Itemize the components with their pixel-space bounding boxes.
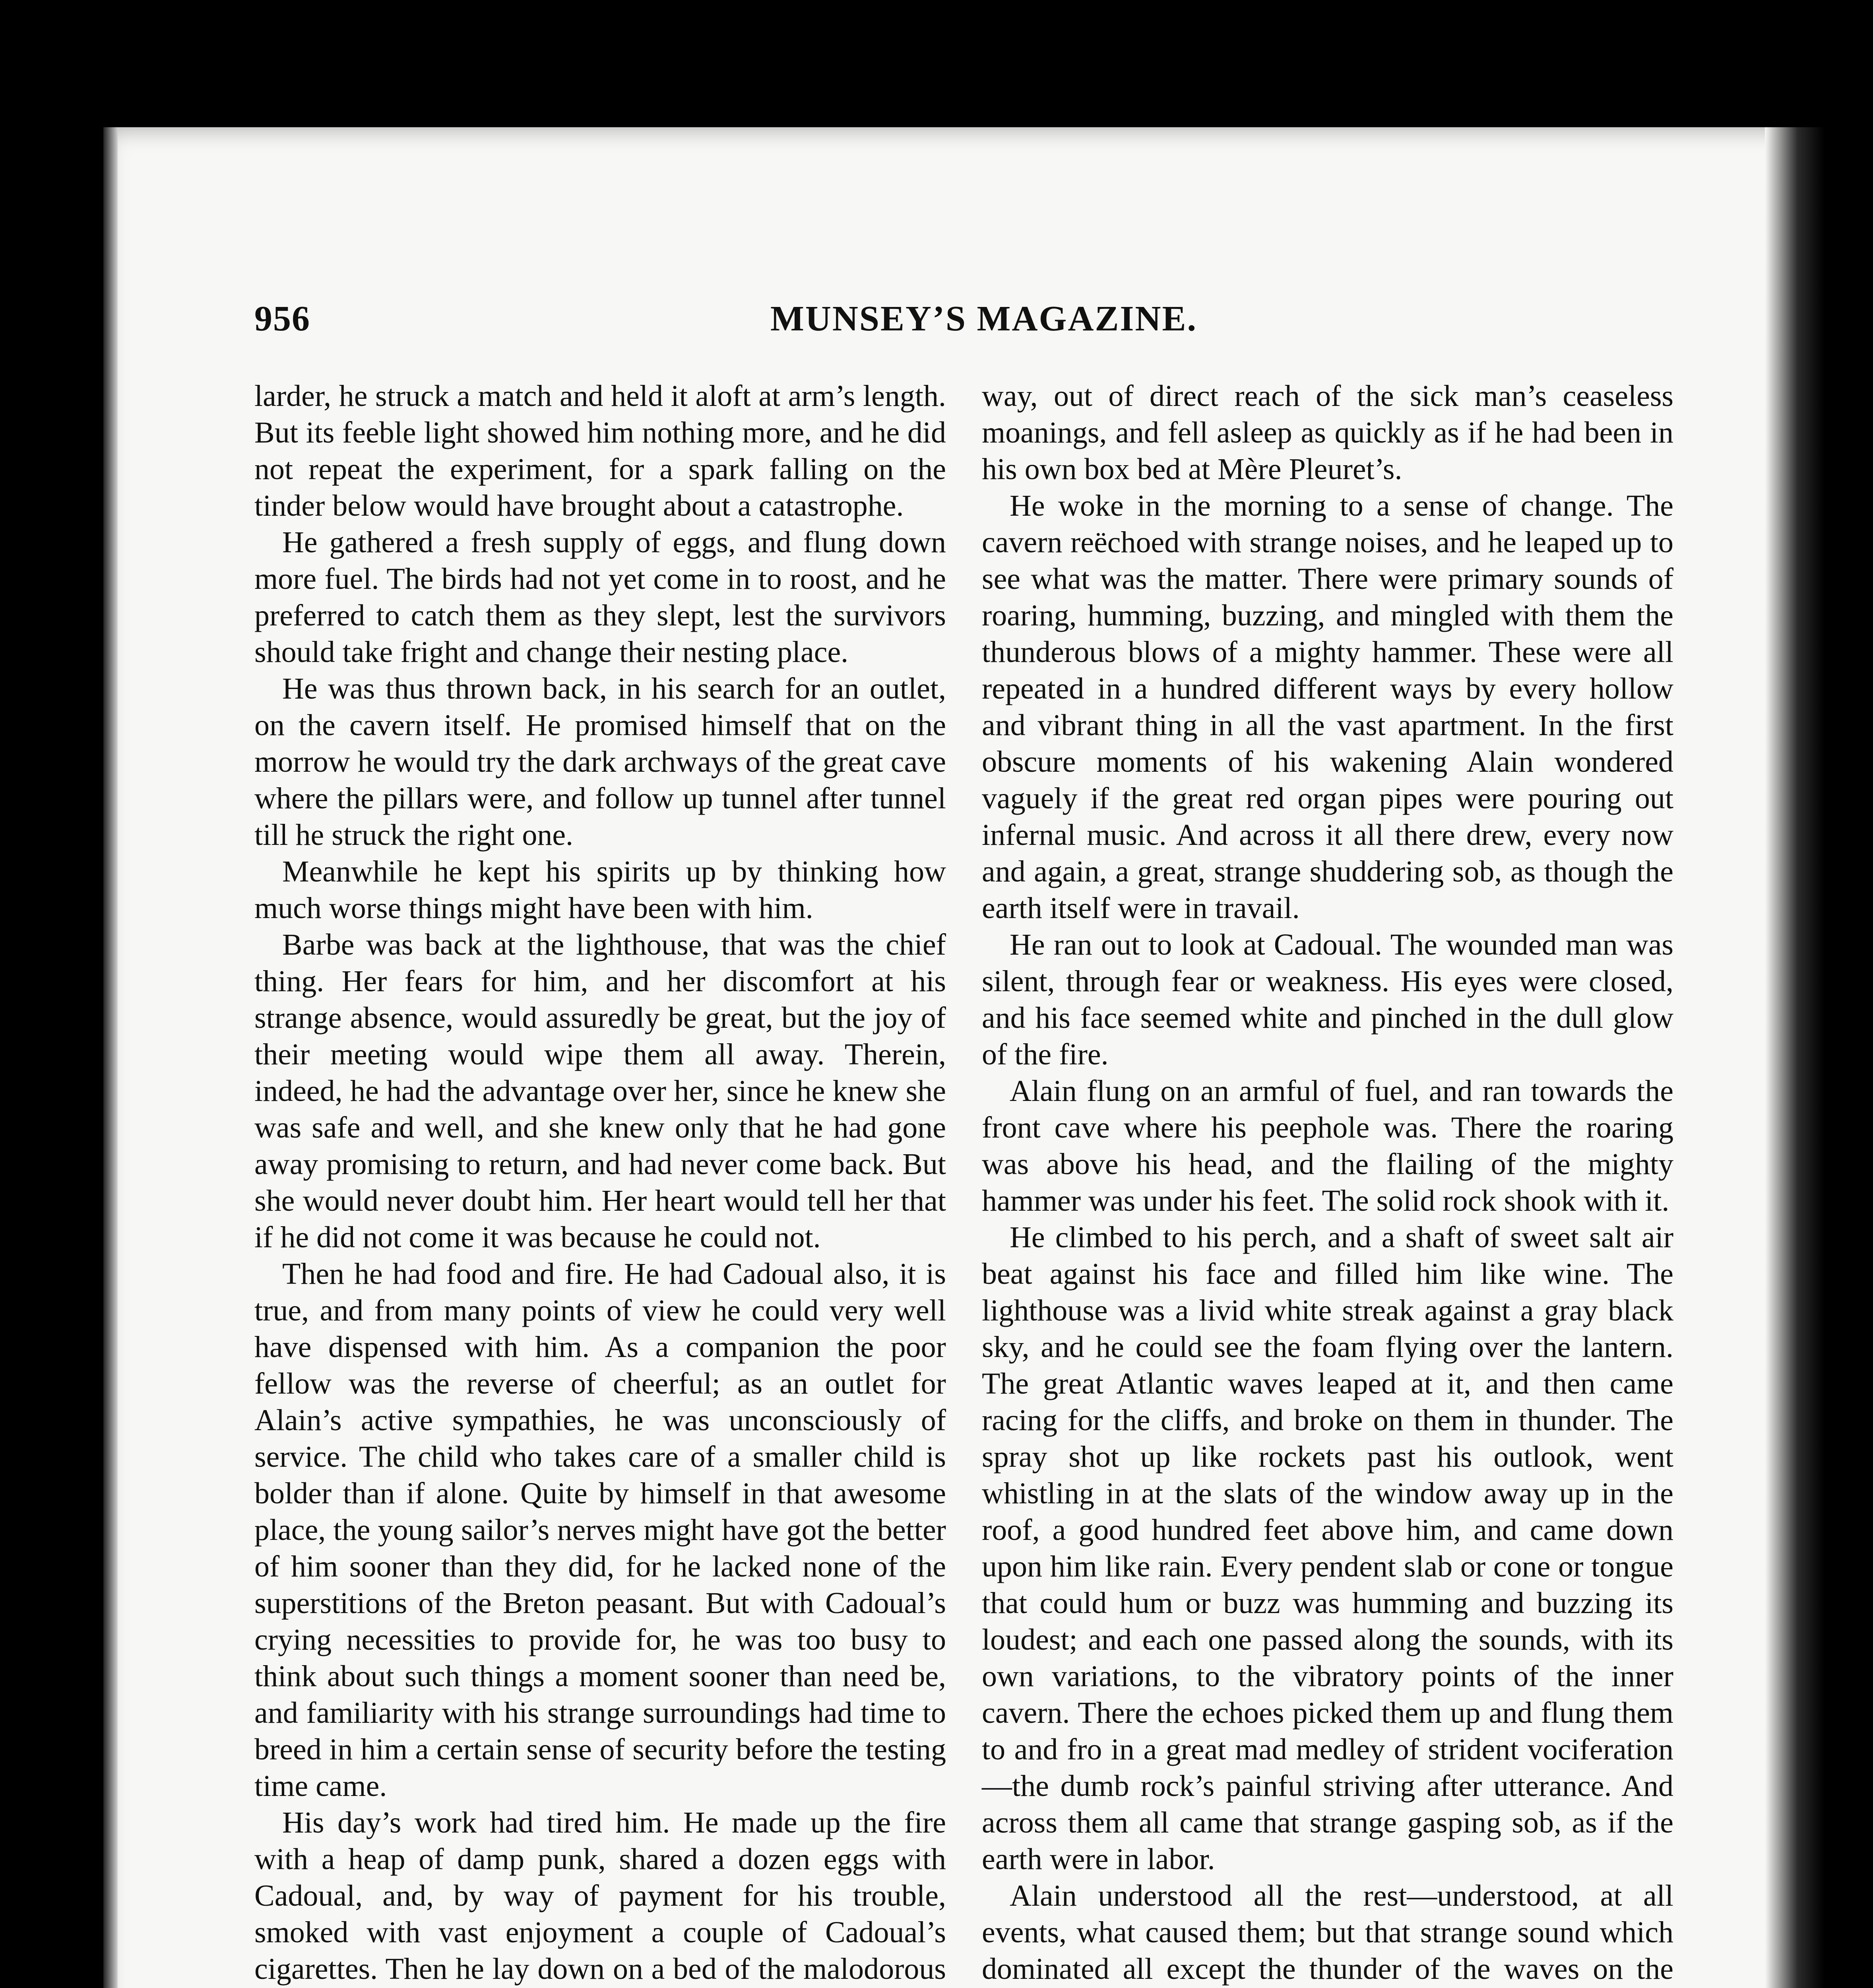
paragraph: His day’s work had tired him. He made up the fire with a heap of damp punk, shared a dozen eggs with Cadoual, and, by way of payment for his trouble, smoked with vast enjoyment a couple of Cadoual’s cigarettes. Then he lay down on a bed of the malodorous: [254, 1806, 946, 1986]
left-text-column: [254, 378, 946, 1988]
paragraph: He gathered a fresh supply of eggs, and flung down more fuel. The birds had not yet come in to roost, and he preferred to catch them as they slept, lest the survivors should take fright and change their nesting place.: [254, 526, 946, 669]
paragraph: way, out of direct reach of the sick man’s ceaseless moanings, and fell asleep as quickly as if he had been in his own box bed at Mère Pleuret’s.: [982, 379, 1673, 486]
right-text-column: [982, 378, 1673, 1988]
paragraph: He ran out to look at Cadoual. The wounded man was silent, through fear or weakness. His eyes were closed, and his face seemed white and pinched in the dull glow of the fire.: [982, 928, 1673, 1071]
paragraph: Alain understood all the rest—understood, at all events, what caused them; but that strange sound which dominated all except the thunder of the waves on the: [982, 1879, 1673, 1986]
paragraph: He was thus thrown back, in his search for an outlet, on the cavern itself. He promised himself that on the morrow he would try the dark archways of the great cave where the pillars were, and follow up tunnel after tunnel till he struck the right one.: [254, 672, 946, 852]
paragraph: larder, he struck a match and held it aloft at arm’s length. But its feeble light showed him nothing more, and he did not repeat the experiment, for a spark falling on the tinder below would have brought about a catastrophe.: [254, 379, 946, 522]
running-title: MUNSEY’S MAGAZINE.: [770, 299, 1198, 338]
page-right-edge-shadow: [1765, 127, 1825, 1988]
magazine-page: [103, 127, 1825, 1988]
page-spine-shadow: [103, 127, 118, 1988]
page-number: 956: [254, 299, 310, 338]
paragraph: He woke in the morning to a sense of change. The cavern reëchoed with strange noises, and he leaped up to see what was the matter. There were primary sounds of roaring, humming, buzzing, and mingled with them the thunderous blows of a mighty hammer. These were all repeated in a hundred different ways by every hollow and vibrant thing in all the vast apartment. In the first obscure moments of his wakening Alain wondered vaguely if the great red organ pipes were pouring out infernal music. And across it all there drew, every now and again, a great, strange shuddering sob, as though the earth itself were in travail.: [982, 489, 1673, 925]
paragraph: Barbe was back at the lighthouse, that was the chief thing. Her fears for him, and her discomfort at his strange absence, would assuredly be great, but the joy of their meeting would wipe them all away. Therein, indeed, he had the advantage over her, since he knew she was safe and well, and she knew only that he had gone away promising to return, and had never come back. But she would never doubt him. Her heart would tell her that if he did not come it was because he could not.: [254, 928, 946, 1254]
page-header: [254, 298, 1713, 346]
paragraph: Then he had food and fire. He had Cadoual also, it is true, and from many points of view he could very well have dispensed with him. As a companion the poor fellow was the reverse of cheerful; as an outlet for Alain’s active sympathies, he was unconsciously of service. The child who takes care of a smaller child is bolder than if alone. Quite by himself in that awesome place, the young sailor’s nerves might have got the better of him sooner than they did, for he lacked none of the superstitions of the Breton peasant. But with Cadoual’s crying necessities to provide for, he was too busy to think about such things a moment sooner than need be, and familiarity with his strange surroundings had time to breed in him a certain sense of security before the testing time came.: [254, 1257, 946, 1803]
paragraph: He climbed to his perch, and a shaft of sweet salt air beat against his face and filled him like wine. The lighthouse was a livid white streak against a gray black sky, and he could see the foam flying over the lantern. The great Atlantic waves leaped at it, and then came racing for the cliffs, and broke on them in thunder. The spray shot up like rockets past his outlook, went whistling in at the slats of the window away up in the roof, a good hundred feet above him, and came down upon him like rain. Every pendent slab or cone or tongue that could hum or buzz was humming and buzzing its loudest; and each one passed along the sounds, with its own variations, to the vibratory points of the inner cavern. There the echoes picked them up and flung them to and fro in a great mad medley of strident vociferation—the dumb rock’s painful striving after utterance. And across them all came that strange gasping sob, as if the earth were in labor.: [982, 1221, 1673, 1876]
paragraph: Meanwhile he kept his spirits up by thinking how much worse things might have been with him.: [254, 855, 946, 925]
paragraph: Alain flung on an armful of fuel, and ran towards the front cave where his peephole was. There the roaring was above his head, and the flailing of the mighty hammer was under his feet. The solid rock shook with it.: [982, 1074, 1673, 1217]
